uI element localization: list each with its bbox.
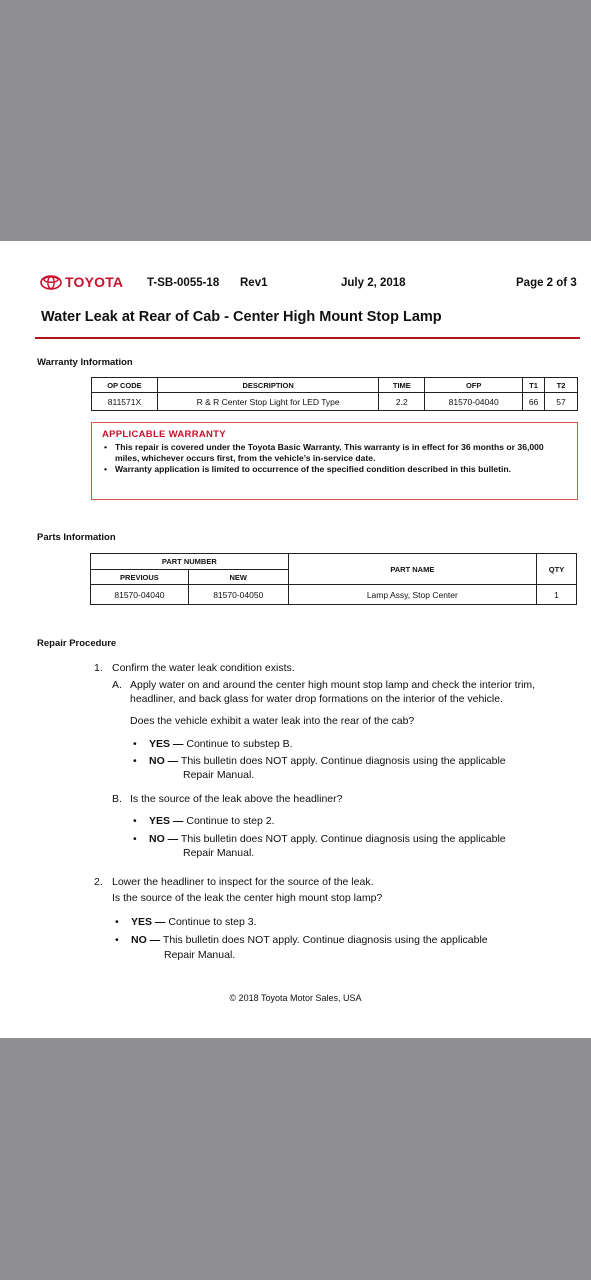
step-1b-text: Is the source of the leak above the headliner?: [130, 793, 343, 805]
new-part-cell: 81570-04050: [188, 585, 288, 605]
qty-header: QTY: [537, 554, 577, 585]
no-text: This bulletin does NOT apply. Continue diagnosis using the applicable: [180, 755, 506, 767]
previous-header: PREVIOUS: [91, 570, 189, 585]
part-name-cell: Lamp Assy, Stop Center: [288, 585, 536, 605]
doc-number: T-SB-0055-18: [147, 277, 220, 289]
yes-text: Continue to substep B.: [186, 738, 293, 750]
list-item: • NO — This bulletin does NOT apply. Continue diagnosis using the applicable: [115, 934, 488, 946]
table-row: [92, 393, 578, 411]
toyota-logo: [40, 274, 123, 290]
no-label: NO —: [149, 755, 179, 767]
repair-section-title: Repair Procedure: [37, 638, 117, 649]
applicable-warranty-box: [91, 422, 578, 500]
warranty-header-row: [92, 378, 578, 393]
col-ofp: OFP: [425, 378, 523, 393]
step-2-question: Is the source of the leak the center high mount stop lamp?: [112, 892, 383, 904]
list-item: • YES — Continue to step 3.: [115, 916, 257, 928]
previous-part-cell: 81570-04040: [91, 585, 189, 605]
qty-cell: 1: [537, 585, 577, 605]
op-code-cell: 811571X: [92, 393, 158, 411]
parts-section-title: Parts Information: [37, 532, 116, 543]
step-1b-letter: B.: [112, 793, 122, 805]
step-1a-letter: A.: [112, 679, 122, 691]
list-item: • NO — This bulletin does NOT apply. Continue diagnosis using the applicable: [133, 833, 506, 845]
no-text: This bulletin does NOT apply. Continue diagnosis using the applicable: [180, 833, 506, 845]
part-number-header: PART NUMBER: [91, 554, 289, 570]
col-t2: T2: [545, 378, 578, 393]
col-op-code: OP CODE: [92, 378, 158, 393]
time-cell: 2.2: [379, 393, 425, 411]
description-cell: R & R Center Stop Light for LED Type: [157, 393, 378, 411]
applicable-warranty-title: APPLICABLE WARRANTY: [102, 429, 226, 440]
part-name-header: PART NAME: [288, 554, 536, 585]
step-1a-line1: Apply water on and around the center high mount stop lamp and check the interior trim,: [130, 679, 536, 691]
page-number: Page 2 of 3: [516, 277, 577, 289]
list-item: • NO — This bulletin does NOT apply. Continue diagnosis using the applicable: [133, 755, 506, 767]
no-label: NO —: [131, 934, 161, 946]
col-t1: T1: [523, 378, 545, 393]
new-header: NEW: [188, 570, 288, 585]
list-item: • YES — Continue to step 2.: [133, 815, 275, 827]
parts-table: [90, 553, 577, 605]
t1-cell: 66: [523, 393, 545, 411]
revision: Rev1: [240, 277, 268, 289]
warranty-section-title: Warranty Information: [37, 357, 133, 368]
bulletin-header: [0, 275, 591, 295]
table-row: [91, 585, 577, 605]
yes-label: YES —: [149, 738, 184, 750]
list-item: • YES — Continue to substep B.: [133, 738, 293, 750]
title-divider: [35, 337, 580, 339]
bulletin-page: [0, 241, 591, 1038]
col-description: DESCRIPTION: [157, 378, 378, 393]
yes-label: YES —: [131, 916, 166, 928]
no-text-continued: Repair Manual.: [164, 949, 236, 961]
no-text-continued: Repair Manual.: [183, 847, 255, 859]
yes-text: Continue to step 2.: [186, 815, 275, 827]
step-1a-line2: headliner, and back glass for water drop formations on the interior of the vehicle.: [130, 693, 503, 705]
copyright-footer: © 2018 Toyota Motor Sales, USA: [229, 993, 362, 1003]
brand-name: TOYOTA: [65, 274, 124, 290]
step-1a-question: Does the vehicle exhibit a water leak into the rear of the cab?: [130, 715, 415, 727]
bulletin-date: July 2, 2018: [341, 277, 406, 289]
step-2-number: 2.: [94, 876, 103, 888]
no-text: This bulletin does NOT apply. Continue diagnosis using the applicable: [162, 934, 488, 946]
no-text-continued: Repair Manual.: [183, 769, 255, 781]
step-2-text: Lower the headliner to inspect for the source of the leak.: [112, 876, 374, 888]
step-1-number: 1.: [94, 662, 103, 674]
toyota-emblem-icon: [40, 275, 62, 290]
warranty-bullet-limitation: • Warranty application is limited to occurrence of the specified condition described in this bulletin.: [102, 464, 567, 475]
page-title: Water Leak at Rear of Cab - Center High Mount Stop Lamp: [41, 309, 442, 325]
step-1-text: Confirm the water leak condition exists.: [112, 662, 295, 674]
t2-cell: 57: [545, 393, 578, 411]
col-time: TIME: [379, 378, 425, 393]
yes-label: YES —: [149, 815, 184, 827]
ofp-cell: 81570-04040: [425, 393, 523, 411]
warranty-bullet-coverage: • This repair is covered under the Toyota Basic Warranty. This warranty is in effect for 36 months or 36,000 miles, whichever occurs first, from the vehicle’s in-service date.: [102, 442, 567, 464]
yes-text: Continue to step 3.: [168, 916, 257, 928]
no-label: NO —: [149, 833, 179, 845]
warranty-table: [91, 377, 578, 411]
